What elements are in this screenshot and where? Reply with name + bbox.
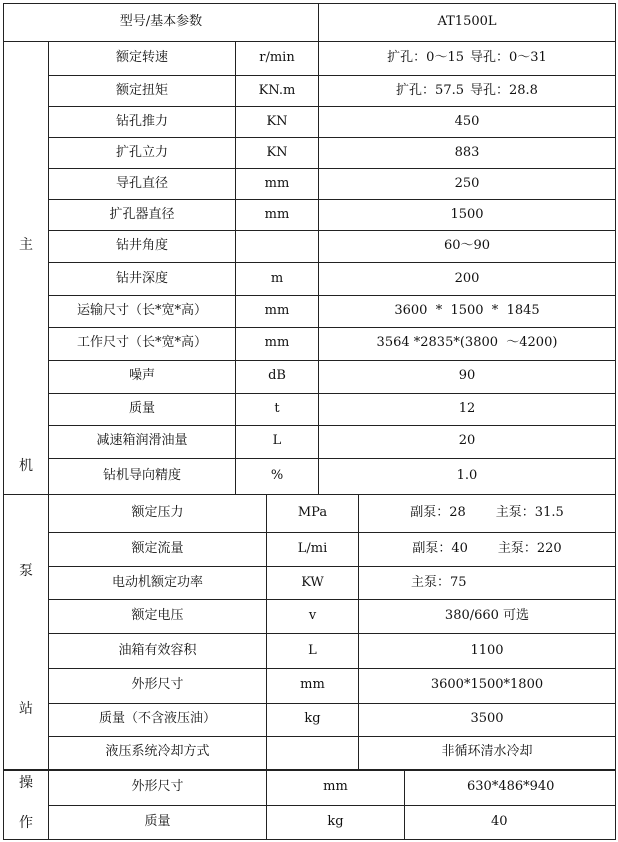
param-value: 3600 * 1500 * 1845 [319,295,616,327]
param-value: 3600*1500*1800 [359,668,616,703]
param-value: 3500 [359,703,616,736]
param-name: 质量 [49,805,267,840]
param-name: 额定压力 [49,495,267,533]
param-unit: mm [267,771,405,806]
table-row [4,42,616,76]
table-row [4,425,616,458]
param-name: 额定流量 [49,533,267,567]
param-unit: mm [236,327,319,360]
console-section-label [4,771,49,840]
table-row [4,169,616,200]
param-unit [236,231,319,263]
table-row [4,138,616,169]
param-unit: L [236,425,319,458]
table-row [4,231,616,263]
value-part: 副泵：40 [412,541,468,557]
table-row [4,263,616,295]
param-unit: t [236,393,319,425]
table-row [4,634,616,668]
table-row [4,76,616,107]
value-part: 扩孔：57.5 [396,82,464,98]
param-value: 883 [319,138,616,169]
param-value [319,76,616,107]
header-label: 型号/基本参数 [4,4,319,42]
param-value: 90 [319,360,616,393]
param-unit: MPa [267,495,359,533]
param-name: 钻井深度 [49,263,236,295]
table-row [4,107,616,138]
table-row [4,736,616,769]
header-model: AT1500L [319,4,616,42]
table-row [4,327,616,360]
param-value: 1500 [319,200,616,231]
table-row [4,495,616,533]
param-value: 20 [319,425,616,458]
param-name: 运输尺寸（长*宽*高） [49,295,236,327]
table-row [4,771,616,806]
main-section-label [4,42,49,495]
param-name: 电动机额定功率 [49,567,267,600]
param-name: 扩孔器直径 [49,200,236,231]
param-value [359,533,616,567]
param-name: 质量（不含液压油） [49,703,267,736]
param-unit: L/mi [267,533,359,567]
value-part: 扩孔：0～15 [387,50,464,66]
param-name: 减速箱润滑油量 [49,425,236,458]
param-value: 630*486*940 [405,771,616,806]
table-row [4,703,616,736]
value-part: 导孔：28.8 [470,82,538,98]
param-name: 外形尺寸 [49,668,267,703]
param-name: 钻机导向精度 [49,458,236,494]
param-value: 主泵：75 [359,567,616,600]
param-name: 外形尺寸 [49,771,267,806]
param-value: 1.0 [319,458,616,494]
param-name: 工作尺寸（长*宽*高） [49,327,236,360]
section-char: 机 [19,457,33,474]
section-char: 作 [19,814,33,831]
param-value: 3564 *2835*(3800 ～4200) [319,327,616,360]
main-machine-table [3,3,616,495]
param-unit: kg [267,805,405,840]
param-value: 12 [319,393,616,425]
param-unit: mm [267,668,359,703]
param-unit: KN [236,138,319,169]
section-char: 操 [19,775,33,791]
param-value: 1100 [359,634,616,668]
param-name: 质量 [49,393,236,425]
param-name: 钻孔推力 [49,107,236,138]
pump-section-label [4,495,49,770]
table-row [4,295,616,327]
value-part: 主泵：31.5 [495,505,564,521]
param-name: 油箱有效容积 [49,634,267,668]
table-row [4,360,616,393]
param-value: 非循环清水冷却 [359,736,616,769]
param-name: 液压系统冷却方式 [49,736,267,769]
param-name: 钻井角度 [49,231,236,263]
header-row [4,4,616,42]
param-unit: KW [267,567,359,600]
param-name: 额定电压 [49,600,267,634]
value-part: 副泵：28 [410,505,466,521]
table-row [4,600,616,634]
table-row [4,533,616,567]
section-char: 泵 [19,563,33,579]
param-unit: KN [236,107,319,138]
param-name: 额定转速 [49,42,236,76]
param-name: 额定扭矩 [49,76,236,107]
param-unit: mm [236,200,319,231]
param-value: 380/660 可选 [359,600,616,634]
param-value: 250 [319,169,616,200]
param-unit: v [267,600,359,634]
param-unit: % [236,458,319,494]
console-table [3,770,616,840]
param-unit: m [236,263,319,295]
table-row [4,805,616,840]
param-value: 40 [405,805,616,840]
table-row [4,200,616,231]
param-unit: L [267,634,359,668]
table-row [4,567,616,600]
param-unit: kg [267,703,359,736]
table-row [4,393,616,425]
table-row [4,458,616,494]
param-value: 200 [319,263,616,295]
param-unit: mm [236,295,319,327]
pump-station-table [3,494,616,770]
param-value: 60～90 [319,231,616,263]
param-unit: r/min [236,42,319,76]
param-unit: KN.m [236,76,319,107]
table-row [4,668,616,703]
param-value [359,495,616,533]
section-char: 站 [19,700,33,717]
param-name: 噪声 [49,360,236,393]
param-name: 导孔直径 [49,169,236,200]
param-unit: dB [236,360,319,393]
section-char: 主 [19,237,33,253]
param-unit: mm [236,169,319,200]
value-part: 主泵：220 [497,541,562,557]
value-part: 导孔：0～31 [470,50,547,66]
param-name: 扩孔立力 [49,138,236,169]
param-value [319,42,616,76]
param-value: 450 [319,107,616,138]
param-unit [267,736,359,769]
